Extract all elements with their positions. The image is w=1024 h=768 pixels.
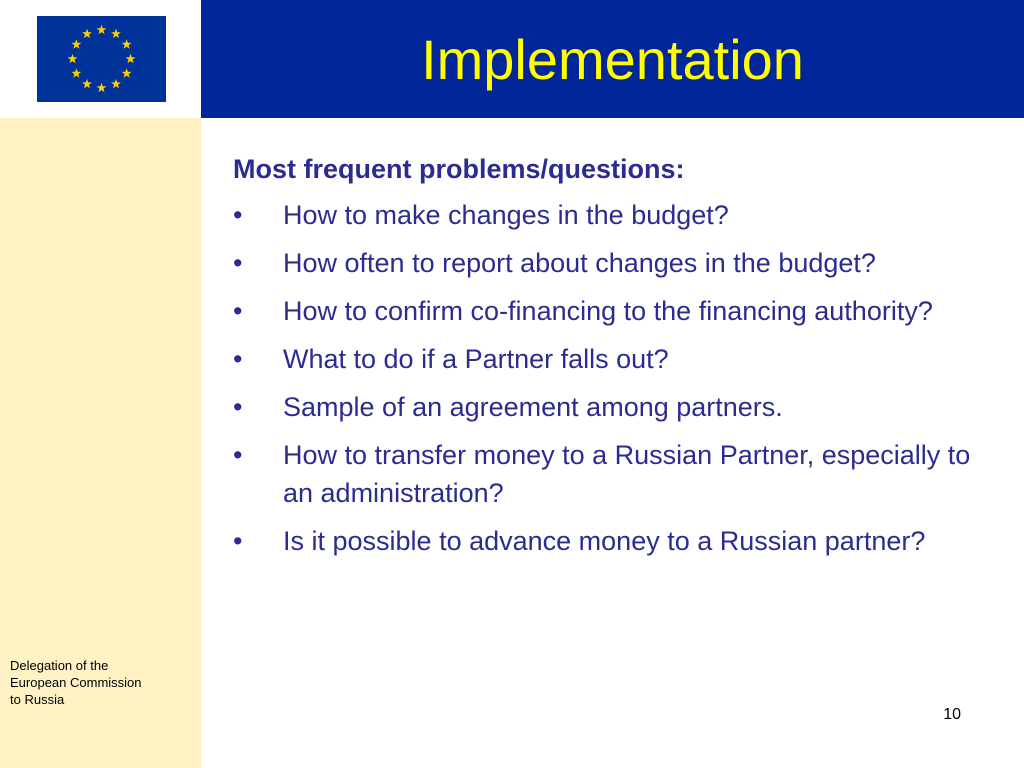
bullet-text: Is it possible to advance money to a Russian partner?	[283, 526, 926, 556]
bullet-marker: •	[233, 526, 243, 556]
page-number: 10	[943, 706, 961, 723]
bullet-item	[233, 436, 973, 512]
bullet-text: What to do if a Partner falls out?	[283, 344, 669, 374]
bullet-text: How to transfer money to a Russian Partner, especially to an administration?	[283, 440, 971, 508]
eu-flag-icon	[37, 16, 166, 102]
bullet-item	[233, 340, 973, 378]
bullet-marker: •	[233, 392, 243, 422]
slide-content	[233, 150, 973, 570]
footer-org-line: Delegation of the	[10, 658, 109, 673]
logo-area	[0, 0, 201, 118]
bullet-item	[233, 522, 973, 560]
footer-org-line: European Commission	[10, 675, 142, 690]
bullet-item	[233, 244, 973, 282]
bullet-text: How often to report about changes in the budget?	[283, 248, 876, 278]
bullet-item	[233, 388, 973, 426]
slide-title: Implementation	[421, 28, 804, 91]
title-bar	[201, 0, 1024, 118]
bullet-marker: •	[233, 440, 243, 470]
bullet-marker: •	[233, 200, 243, 230]
content-heading: Most frequent problems/questions:	[233, 154, 685, 184]
bullet-marker: •	[233, 296, 243, 326]
bullet-list	[233, 196, 973, 560]
bullet-text: Sample of an agreement among partners.	[283, 392, 783, 422]
bullet-text: How to make changes in the budget?	[283, 200, 729, 230]
footer-organization	[10, 657, 190, 708]
bullet-item	[233, 196, 973, 234]
bullet-marker: •	[233, 248, 243, 278]
bullet-text: How to confirm co-financing to the financing authority?	[283, 296, 933, 326]
footer-org-line: to Russia	[10, 692, 65, 707]
bullet-item	[233, 292, 973, 330]
bullet-marker: •	[233, 344, 243, 374]
